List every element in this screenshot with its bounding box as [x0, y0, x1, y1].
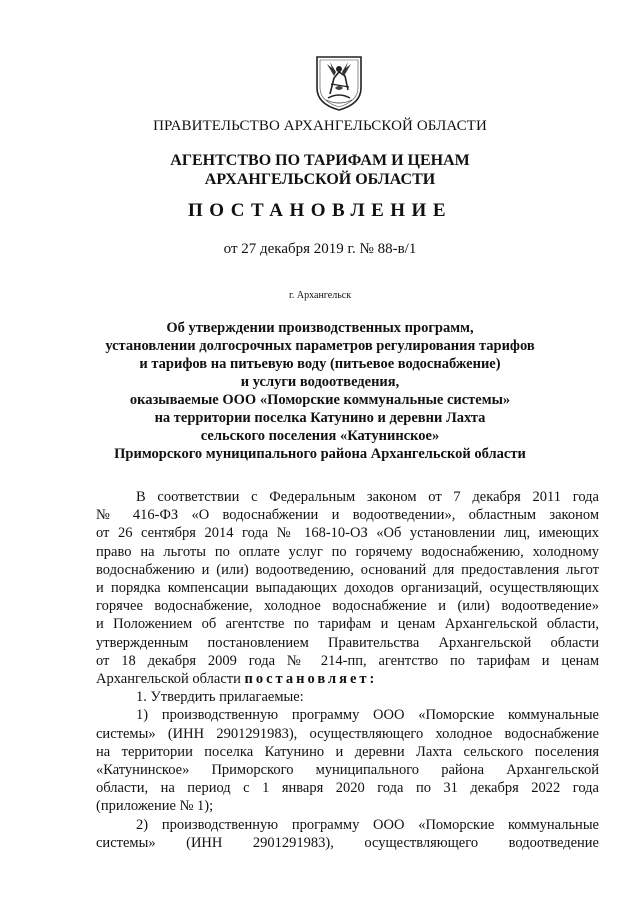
- coat-of-arms-icon: [314, 54, 364, 112]
- date-and-number: от 27 декабря 2019 г. № 88-в/1: [223, 241, 417, 257]
- body-line: № 416-ФЗ «О водоснабжении и водоотведении», областным законом: [96, 507, 599, 524]
- subject-line: сельского поселения «Катунинское»: [200, 428, 440, 444]
- subject-line: установлении долгосрочных параметров регулирования тарифов: [105, 338, 535, 354]
- body-line: системы» (ИНН 2901291983), осуществляющего холодное водоснабжение: [96, 725, 599, 742]
- subject-line: Приморского муниципального района Архангельской области: [114, 446, 526, 462]
- body-line: В соответствии с Федеральным законом от 7 декабря 2011 года: [136, 489, 599, 505]
- government-name: ПРАВИТЕЛЬСТВО АРХАНГЕЛЬСКОЙ ОБЛАСТИ: [153, 118, 487, 134]
- document-type: ПОСТАНОВЛЕНИЕ: [187, 200, 453, 221]
- subject-line: оказываемые ООО «Поморские коммунальные системы»: [129, 392, 511, 408]
- body-line: утвержденным постановлением Правительства Архангельской области: [96, 634, 599, 651]
- body-line: от 18 декабря 2009 года № 214-пп, агентство по тарифам и ценам: [96, 652, 599, 669]
- body-line-text: Архангельской области: [96, 671, 245, 688]
- body-line: 2) производственную программу ООО «Поморские коммунальные: [136, 816, 599, 833]
- body-line: системы» (ИНН 2901291983), осуществляющего водоотведение: [96, 834, 599, 851]
- body-line: 1. Утвердить прилагаемые:: [136, 689, 304, 706]
- body-line: горячее водоснабжение, холодное водоснабжение и (или) водоотведение»: [96, 598, 599, 615]
- body-line: от 26 сентября 2014 года № 168-10-ОЗ «Об установлении лиц, имеющих: [96, 525, 599, 542]
- subject-line: на территории поселка Катунино и деревни Лахта: [154, 410, 486, 426]
- agency-name-line: АГЕНТСТВО ПО ТАРИФАМ И ЦЕНАМ: [170, 152, 470, 169]
- agency-name: [0, 151, 640, 189]
- body-line: «Катунинское» Приморского муниципального района Архангельской: [96, 762, 599, 779]
- body-line: 1) производственную программу ООО «Поморские коммунальные: [136, 707, 599, 724]
- body-line: [96, 670, 599, 688]
- body-line: водоснабжению и (или) водоотведению, оснований для предоставления льгот: [96, 561, 599, 578]
- subject-line: Об утверждении производственных программ,: [166, 320, 474, 336]
- body-line: области, на период с 1 января 2020 года по 31 декабря 2022 года: [96, 780, 599, 797]
- city: г. Архангельск: [288, 290, 352, 301]
- subject-line: и услуги водоотведения,: [240, 374, 400, 390]
- body-line: (приложение № 1);: [96, 798, 214, 815]
- document-body: [96, 488, 599, 852]
- resolve-word: постановляет:: [244, 671, 378, 688]
- document-subject: [0, 319, 640, 463]
- agency-name-line: АРХАНГЕЛЬСКОЙ ОБЛАСТИ: [204, 171, 436, 188]
- body-line: на территории поселка Катунино и деревни Лахта сельского поселения: [96, 743, 599, 760]
- body-line: право на льготы по оплате услуг по горячему водоснабжению, холодному: [96, 543, 599, 560]
- subject-line: и тарифов на питьевую воду (питьевое водоснабжение): [139, 356, 501, 372]
- body-line: и Положением об агентстве по тарифам и ценам Архангельской области,: [96, 616, 599, 633]
- body-line: и порядка компенсации выпадающих доходов организаций, осуществляющих: [96, 580, 599, 597]
